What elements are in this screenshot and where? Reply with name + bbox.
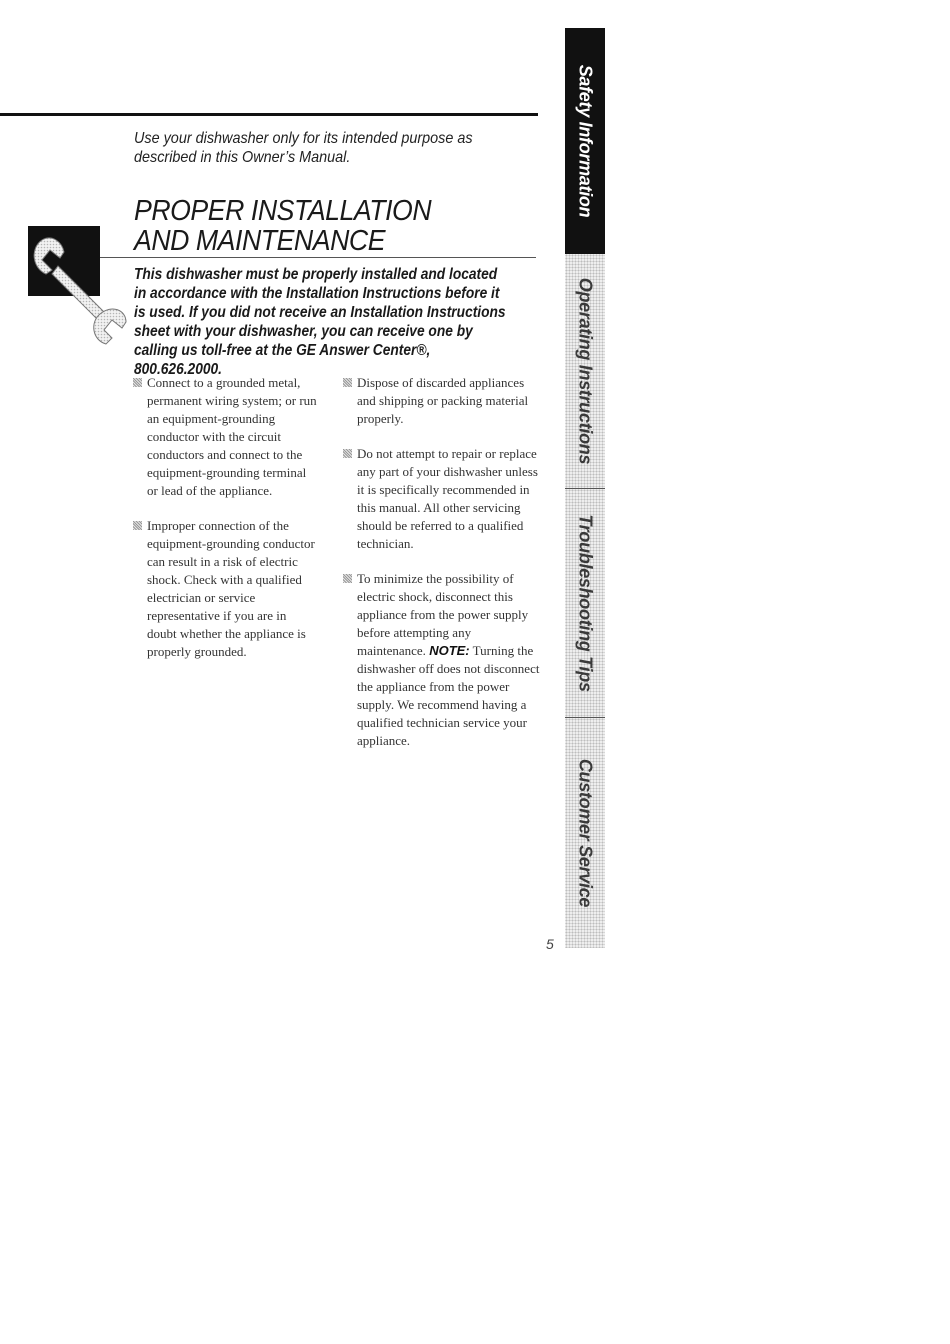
top-rule (0, 113, 538, 116)
left-column (133, 374, 319, 678)
section-heading (134, 196, 502, 256)
heading-line-1: PROPER INSTALLATION (134, 195, 432, 227)
right-column (343, 374, 543, 767)
tab-operating-instructions[interactable] (565, 254, 605, 488)
bullet-icon (343, 574, 352, 583)
list-item-text: Dispose of discarded appliances and shipping or packing material properly. (357, 375, 529, 426)
wrench-icon (28, 222, 140, 346)
heading-line-2: AND MAINTENANCE (134, 225, 386, 257)
tab-label: Safety Information (575, 64, 596, 218)
bullet-icon (343, 449, 352, 458)
tab-troubleshooting-tips[interactable] (565, 489, 605, 717)
list-item-text: Improper connection of the equipment-grounding conductor can result in a risk of electric shock. Check with a qualified electrician or service representative if you are in doubt whether the appliance is properly grounded. (147, 518, 315, 659)
list-item-text: Do not attempt to repair or replace any part of your dishwasher unless it is specifically recommended in this manual. All other servicing should be referred to a qualified technician. (357, 446, 538, 551)
tab-safety-information[interactable] (565, 28, 605, 254)
note-label: NOTE: (429, 643, 470, 658)
bullet-icon (133, 378, 142, 387)
bullet-icon (133, 521, 142, 530)
tab-label: Customer Service (575, 758, 596, 908)
list-item-text: Connect to a grounded metal, permanent wiring system; or run an equipment-grounding conductor with the circuit conductors and connect to the equipment-grounding terminal or lead of the appliance. (147, 375, 317, 498)
tab-label: Operating Instructions (575, 277, 596, 465)
tab-customer-service[interactable] (565, 718, 605, 948)
list-item-text: To minimize the possibility of electric shock, disconnect this appliance from the power supply before attempting any maintenance. (357, 571, 529, 658)
list-item (133, 517, 319, 661)
page-number: 5 (546, 936, 554, 952)
bullet-icon (343, 378, 352, 387)
list-item (343, 445, 543, 553)
list-item (343, 374, 543, 428)
heading-rule (96, 257, 536, 258)
tab-label: Troubleshooting Tips (575, 514, 596, 692)
list-item (343, 570, 543, 750)
intro-text: Use your dishwasher only for its intended purpose as described in this Owner’s Manual. (134, 130, 473, 166)
lead-paragraph: This dishwasher must be properly installed and located in accordance with the Installation Instructions before it is used. If you did not receive an Installation Instructions sheet with your dishwasher, you can receive one by calling us toll-free at the GE Answer Center®, 800.626.2000. (134, 266, 506, 378)
note-text: Turning the dishwasher off does not disconnect the appliance from the power supply. We recommend having a qualified technician service your appliance. (357, 643, 540, 748)
list-item (133, 374, 319, 500)
